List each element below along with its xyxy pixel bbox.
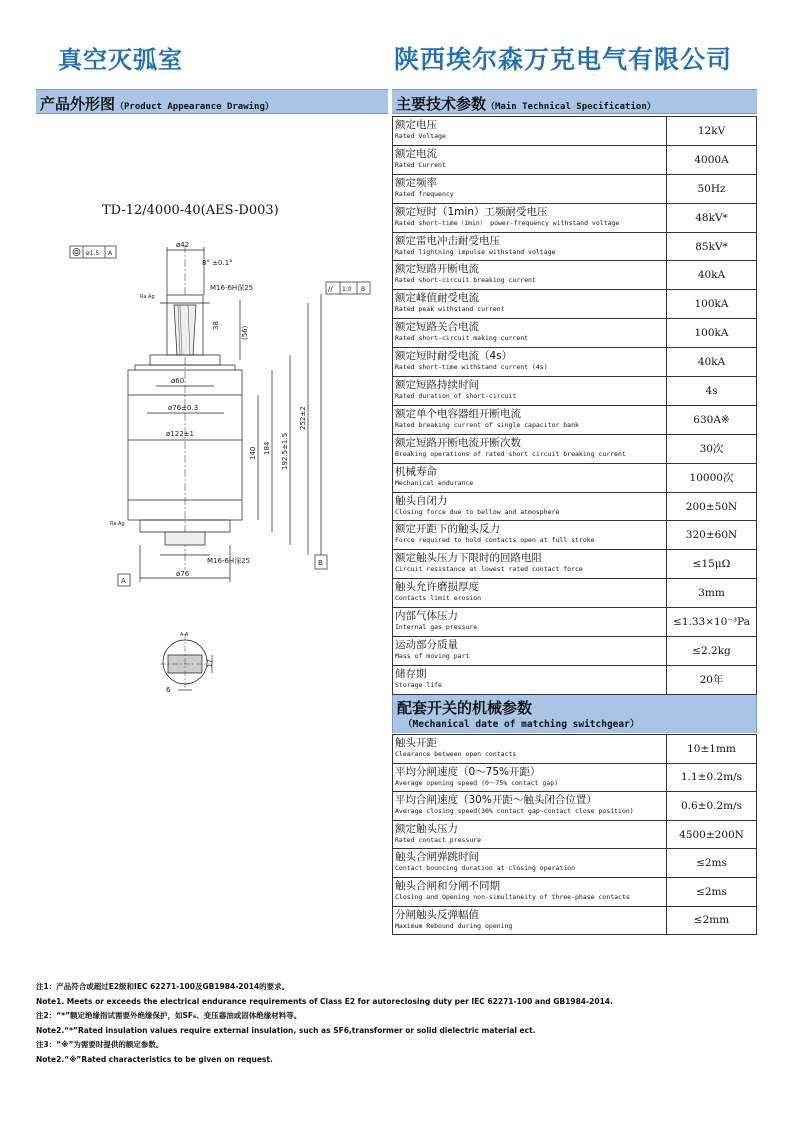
param-name-en: Rated breaking current of single capacitor bank (395, 420, 579, 429)
param-name-en: Contact bouncing duration at closing operation (395, 864, 576, 873)
dim-thread-top: M16-6H深25 (210, 284, 254, 292)
svg-text://: // (328, 285, 333, 293)
drawing-section-title: 产品外形图 (40, 95, 116, 113)
svg-text:Ra.Ag: Ra.Ag (110, 521, 125, 527)
param-name-en: Internal gas pressure (395, 623, 478, 632)
svg-text:ø60: ø60 (171, 377, 185, 385)
svg-text:140: 140 (249, 446, 257, 460)
table-row (393, 665, 757, 694)
svg-text:A: A (121, 577, 126, 585)
table-row (393, 203, 757, 232)
svg-text:A-A: A-A (180, 632, 189, 638)
param-value: 30次 (667, 434, 757, 463)
param-name-cn: 额定峰值耐受电流 (395, 292, 479, 305)
param-name-cn: 额定频率 (395, 176, 437, 189)
svg-text:6: 6 (166, 686, 171, 694)
note-1-en: Note1. Meets or exceeds the electrical endurance requirements of Class E2 for autoreclosing duty per IEC 62271-100 and GB1984-2014. (36, 996, 613, 1006)
company-name: 陕西埃尔森万克电气有限公司 (394, 45, 733, 74)
notes (36, 980, 776, 1067)
param-value: 4s (667, 377, 757, 406)
table-row (393, 377, 757, 406)
section-view (160, 632, 214, 694)
param-value: 3mm (667, 579, 757, 608)
param-name-en: Circuit resistance at lowest rated contact force (395, 565, 583, 574)
param-value: ≤2.2kg (667, 637, 757, 666)
param-value: 10000次 (667, 463, 757, 492)
table-row (393, 906, 757, 935)
param-value: 320±60N (667, 521, 757, 550)
param-name-cn: 额定短路开断电流 (395, 263, 479, 276)
param-value: 10±1mm (667, 735, 757, 764)
table-row (393, 637, 757, 666)
model-number: TD-12/4000-40(AES-D003) (102, 203, 279, 218)
param-value: 630A※ (667, 405, 757, 434)
param-name-en: Rated short-time withstand current (4s) (395, 363, 548, 372)
table-row (393, 849, 757, 878)
mech-section-title: 配套开关的机械参数 (397, 699, 533, 717)
table-row (393, 792, 757, 821)
table-row (393, 579, 757, 608)
param-name-cn: 内部气体压力 (395, 610, 458, 623)
param-name-en: Rated lightning impulse withstand voltage (395, 247, 556, 256)
dim-angle: 8° ±0.1° (202, 259, 233, 267)
param-value: ≤2ms (667, 877, 757, 906)
param-name-en: Storage life (395, 680, 442, 689)
param-value: 85kV* (667, 232, 757, 261)
svg-text:Ra.Ag: Ra.Ag (140, 294, 155, 300)
param-name-en: Force required to hold contacts open at full stroke (395, 536, 595, 545)
spec-table (392, 116, 757, 695)
spec-section-title: 主要技术参数 (396, 95, 487, 113)
param-name-cn: 额定短路关合电流 (395, 321, 479, 334)
table-row (393, 232, 757, 261)
param-value: 100kA (667, 290, 757, 319)
svg-text:17: 17 (206, 659, 214, 668)
table-row (393, 492, 757, 521)
svg-text:A: A (108, 250, 113, 257)
param-name-en: Average closing speed(30% contact gap~contact close position) (395, 807, 634, 816)
param-value: 100kA (667, 319, 757, 348)
param-value: 4500±200N (667, 820, 757, 849)
table-row (393, 877, 757, 906)
param-value: 4000A (667, 145, 757, 174)
param-name-cn: 额定触头压力 (395, 822, 458, 835)
param-name-en: Closing and Opening non-simultaneity of three-phase contacts (395, 892, 630, 901)
param-value: 200±50N (667, 492, 757, 521)
spec-section-band (392, 89, 757, 114)
param-name-cn: 额定短时（1min）工频耐受电压 (395, 205, 548, 218)
param-value: 0.6±0.2m/s (667, 792, 757, 821)
parallel-tolerance-frame (326, 282, 370, 294)
table-row (393, 319, 757, 348)
svg-text:ø122±1: ø122±1 (166, 430, 194, 438)
svg-text:192.5±1.5: 192.5±1.5 (281, 432, 289, 470)
param-value: 48kV* (667, 203, 757, 232)
param-name-cn: 分闸触头反弹幅值 (395, 908, 479, 921)
svg-text:38: 38 (212, 321, 220, 330)
spec-section-subtitle: （Main Technical Specification） (486, 102, 656, 112)
param-name-cn: 额定电流 (395, 147, 437, 160)
table-row (393, 820, 757, 849)
table-row (393, 405, 757, 434)
param-name-en: Maximum Rebound during opening (395, 921, 513, 930)
param-name-en: Rated short-circuit breaking current (395, 276, 536, 285)
param-name-cn: 储存期 (395, 667, 427, 680)
table-row (393, 348, 757, 377)
param-name-cn: 平均分闸速度（0～75%开距） (395, 765, 541, 778)
flatness-tolerance-frame (70, 246, 116, 258)
param-value: ≤2ms (667, 849, 757, 878)
param-name-cn: 触头开距 (395, 737, 437, 749)
mech-table (392, 734, 757, 935)
mech-section-band (392, 695, 757, 733)
drawing-section-subtitle: （Product Appearance Drawing） (115, 102, 274, 112)
param-name-en: Rated short-time（1min） power-frequency withstand voltage (395, 218, 620, 227)
note-2-en: Note2.“*”Rated insulation values require external insulation, such as SF6,transformer or solid dielectric material ect. (36, 1025, 536, 1035)
param-name-cn: 额定开距下的触头反力 (395, 523, 500, 536)
param-name-en: Closing force due to bellow and atmosphere (395, 507, 560, 516)
table-row (393, 463, 757, 492)
table-row (393, 521, 757, 550)
svg-text:(56): (56) (241, 325, 249, 340)
note-1: 注1：产品符合或超过E2级和IEC 62271-100及GB1984-2014的要求。 (36, 982, 290, 991)
svg-text:ø76: ø76 (176, 570, 190, 578)
param-name-cn: 额定短时耐受电流（4s） (395, 350, 513, 363)
param-value: ≤15μΩ (667, 550, 757, 579)
param-name-cn: 运动部分质量 (395, 639, 458, 652)
param-name-en: Mass of moving part (395, 652, 470, 661)
param-name-cn: 额定短路开断电流开断次数 (395, 436, 521, 449)
param-name-cn: 触头合闸和分闸不同期 (395, 879, 500, 892)
param-name-cn: 额定短路持续时间 (395, 379, 479, 392)
svg-text:184: 184 (263, 441, 271, 455)
param-name-en: Rated contact pressure (395, 835, 482, 844)
param-name-en: Average opening speed (0～75% contact gap) (395, 778, 559, 787)
note-2: 注2：“*”额定绝缘指试需要外绝缘保护，如SF₆、变压器油或固体绝缘材料等。 (36, 1011, 302, 1020)
param-name-en: Contacts limit erosion (395, 594, 482, 603)
param-value: 40kA (667, 348, 757, 377)
table-row (393, 763, 757, 792)
param-value: ≤1.33×10⁻³Pa (667, 608, 757, 637)
table-row (393, 174, 757, 203)
table-row (393, 145, 757, 174)
param-name-cn: 机械寿命 (395, 465, 437, 478)
param-name-en: Rated short-circuit making current (395, 334, 529, 343)
svg-text:B: B (361, 286, 366, 293)
param-value: 12kV (667, 117, 757, 146)
svg-text:ø76±0.3: ø76±0.3 (168, 404, 199, 412)
table-row (393, 550, 757, 579)
param-name-en: Mechanical endurance (395, 478, 474, 487)
table-row (393, 434, 757, 463)
svg-text:1.0: 1.0 (342, 286, 352, 293)
param-name-cn: 额定电压 (395, 119, 437, 131)
table-row (393, 261, 757, 290)
param-name-en: Rated Current (395, 160, 446, 169)
mech-section-subtitle: （Mechanical date of matching switchgear） (403, 719, 640, 730)
param-name-en: Breaking operations of rated short circuit breaking current (395, 449, 626, 458)
svg-text:M16-6H深25: M16-6H深25 (207, 557, 251, 565)
param-name-en: Rated frequency (395, 189, 454, 198)
param-name-cn: 额定单个电容器组开断电流 (395, 407, 521, 420)
table-row (393, 117, 757, 146)
param-value: 1.1±0.2m/s (667, 763, 757, 792)
param-name-en: Clearance between open contacts (395, 750, 517, 758)
param-value: 20年 (667, 665, 757, 694)
dim-d42: ø42 (176, 241, 190, 249)
param-name-en: Rated peak withstand current (395, 305, 505, 314)
param-name-cn: 额定触头压力下限时的回路电阻 (395, 552, 542, 565)
note-3: 注3：“※”为需要时提供的额定参数。 (36, 1040, 164, 1049)
param-name-cn: 额定雷电冲击耐受电压 (395, 234, 500, 247)
svg-text:252±2: 252±2 (299, 406, 307, 430)
product-name: 真空灭弧室 (58, 46, 183, 74)
table-row (393, 735, 757, 764)
param-value: ≤2mm (667, 906, 757, 935)
param-value: 50Hz (667, 174, 757, 203)
param-name-cn: 触头合闸弹跳时间 (395, 851, 479, 864)
param-name-cn: 触头自闭力 (395, 494, 448, 507)
table-row (393, 608, 757, 637)
tol-value: ø1.5 (86, 250, 100, 257)
svg-text:B: B (318, 559, 323, 567)
param-name-en: Rated duration of short-circuit (395, 392, 517, 401)
param-name-en: Rated Voltage (395, 132, 446, 140)
note-3-en: Note2.“※”Rated characteristics to be given on request. (36, 1054, 273, 1064)
param-value: 40kA (667, 261, 757, 290)
table-row (393, 290, 757, 319)
appearance-drawing (0, 0, 394, 720)
param-name-cn: 平均合闸速度（30%开距～触头闭合位置） (395, 794, 597, 807)
param-name-cn: 触头允许磨损厚度 (395, 581, 479, 594)
